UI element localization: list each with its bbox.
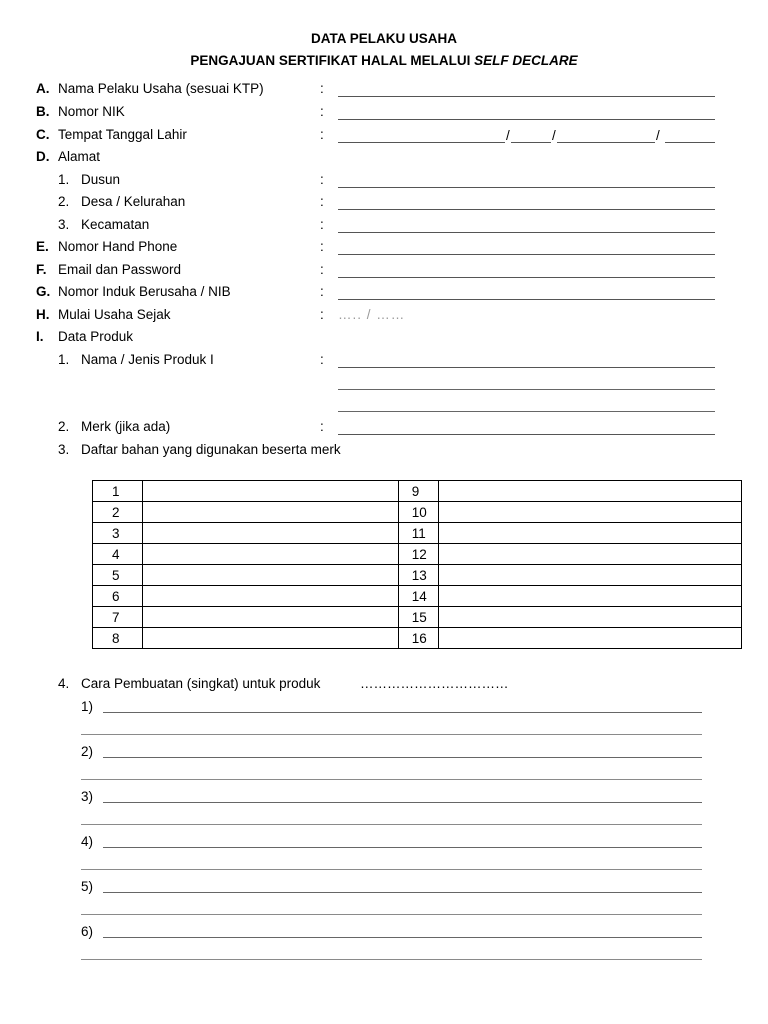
tempat-lahir-input[interactable]	[338, 142, 505, 143]
email-password-input[interactable]	[338, 277, 715, 278]
daftar-bahan-table	[92, 480, 742, 649]
table-row	[93, 481, 742, 502]
field-label: Tempat Tanggal Lahir	[58, 127, 187, 142]
field-letter: B.	[36, 104, 50, 119]
bahan-entry-cell[interactable]	[439, 523, 742, 544]
field-colon: :	[320, 239, 324, 254]
field-letter: I.	[36, 329, 44, 344]
nama-produk-input-line-2[interactable]	[338, 389, 715, 390]
bahan-entry-cell[interactable]	[439, 544, 742, 565]
field-colon: :	[320, 307, 324, 322]
step-input-line[interactable]	[81, 779, 702, 780]
dusun-input[interactable]	[338, 187, 715, 188]
field-data-produk	[0, 329, 768, 349]
step-input-line[interactable]	[81, 869, 702, 870]
cara-pembuatan-produk-dots[interactable]: ……………………………	[360, 676, 509, 691]
field-number: 1.	[58, 352, 70, 367]
field-number: 2.	[58, 194, 70, 209]
bahan-entry-cell[interactable]	[439, 565, 742, 586]
field-label: Mulai Usaha Sejak	[58, 307, 171, 322]
field-nomor-hand-phone	[0, 239, 768, 259]
field-email-password	[0, 262, 768, 282]
field-colon: :	[320, 172, 324, 187]
field-letter: E.	[36, 239, 49, 254]
document-title: DATA PELAKU USAHA	[311, 31, 457, 46]
field-letter: A.	[36, 81, 50, 96]
field-number: 3.	[58, 442, 70, 457]
step-input-line[interactable]	[103, 757, 702, 758]
field-number: 1.	[58, 172, 70, 187]
field-label: Daftar bahan yang digunakan beserta merk	[81, 442, 341, 457]
step-label: 6)	[81, 924, 94, 939]
subtitle-text: PENGAJUAN SERTIFIKAT HALAL MELALUI	[190, 53, 475, 68]
step-label: 3)	[81, 789, 94, 804]
field-label: Nama Pelaku Usaha (sesuai KTP)	[58, 81, 264, 96]
bahan-number: 6	[93, 586, 143, 607]
field-label: Alamat	[58, 149, 101, 164]
step-input-line[interactable]	[103, 847, 702, 848]
bahan-entry-cell[interactable]	[142, 586, 398, 607]
bahan-entry-cell[interactable]	[439, 586, 742, 607]
step-label: 4)	[81, 834, 94, 849]
date-separator: /	[552, 128, 556, 143]
bahan-entry-cell[interactable]	[439, 607, 742, 628]
bahan-number: 11	[398, 523, 439, 544]
step-input-line[interactable]	[81, 914, 702, 915]
field-nib	[0, 284, 768, 304]
field-kecamatan	[0, 217, 768, 237]
nama-produk-input[interactable]	[338, 367, 715, 368]
step-input-line[interactable]	[81, 734, 702, 735]
bahan-number: 14	[398, 586, 439, 607]
field-colon: :	[320, 194, 324, 209]
field-label: Nomor Hand Phone	[58, 239, 178, 254]
field-cara-pembuatan	[0, 676, 768, 696]
nib-input[interactable]	[338, 299, 715, 300]
field-colon: :	[320, 81, 324, 96]
field-daftar-bahan	[0, 442, 768, 462]
bahan-entry-cell[interactable]	[142, 481, 398, 502]
field-alamat	[0, 149, 768, 169]
field-nama-pelaku-usaha	[0, 81, 768, 101]
field-label: Data Produk	[58, 329, 134, 344]
bahan-entry-cell[interactable]	[439, 502, 742, 523]
field-label: Cara Pembuatan (singkat) untuk produk	[81, 676, 321, 691]
bahan-number: 8	[93, 628, 143, 649]
field-label: Email dan Password	[58, 262, 182, 277]
bahan-number: 12	[398, 544, 439, 565]
field-label: Merk (jika ada)	[81, 419, 171, 434]
table-row	[93, 523, 742, 544]
bahan-number: 15	[398, 607, 439, 628]
field-label: Dusun	[81, 172, 121, 187]
step-label: 1)	[81, 699, 94, 714]
table-row	[93, 565, 742, 586]
bahan-number: 3	[93, 523, 143, 544]
field-label: Kecamatan	[81, 217, 150, 232]
field-number: 2.	[58, 419, 70, 434]
bahan-entry-cell[interactable]	[439, 628, 742, 649]
step-input-line[interactable]	[81, 959, 702, 960]
bahan-number: 16	[398, 628, 439, 649]
step-input-line[interactable]	[103, 937, 702, 938]
field-colon: :	[320, 352, 324, 367]
field-colon: :	[320, 127, 324, 142]
kecamatan-input[interactable]	[338, 232, 715, 233]
merk-input[interactable]	[338, 434, 715, 435]
field-colon: :	[320, 419, 324, 434]
bahan-entry-cell[interactable]	[142, 544, 398, 565]
nama-pelaku-usaha-input[interactable]	[338, 96, 715, 97]
field-merk	[0, 419, 768, 439]
bahan-entry-cell[interactable]	[142, 502, 398, 523]
bahan-number: 7	[93, 607, 143, 628]
field-label: Desa / Kelurahan	[81, 194, 186, 209]
table-row	[93, 628, 742, 649]
nomor-nik-input[interactable]	[338, 119, 715, 120]
bahan-entry-cell[interactable]	[142, 523, 398, 544]
field-letter: D.	[36, 149, 50, 164]
bahan-entry-cell[interactable]	[439, 481, 742, 502]
subtitle-italic: SELF DECLARE	[474, 53, 578, 68]
nomor-hand-phone-input[interactable]	[338, 254, 715, 255]
bahan-number: 10	[398, 502, 439, 523]
mulai-usaha-input[interactable]: ….. / ……	[338, 307, 406, 322]
field-colon: :	[320, 262, 324, 277]
bahan-table-body	[93, 481, 742, 649]
field-letter: C.	[36, 127, 50, 142]
field-label: Nomor Induk Berusaha / NIB	[58, 284, 231, 299]
date-separator: /	[656, 128, 660, 143]
step-label: 5)	[81, 879, 94, 894]
field-colon: :	[320, 104, 324, 119]
field-mulai-usaha	[0, 307, 768, 327]
step-label: 2)	[81, 744, 94, 759]
field-number: 3.	[58, 217, 70, 232]
bahan-number: 4	[93, 544, 143, 565]
field-colon: :	[320, 217, 324, 232]
table-row	[93, 586, 742, 607]
desa-kelurahan-input[interactable]	[338, 209, 715, 210]
field-colon: :	[320, 284, 324, 299]
date-separator: /	[506, 128, 510, 143]
step-input-line[interactable]	[103, 802, 702, 803]
field-number: 4.	[58, 676, 70, 691]
field-label: Nomor NIK	[58, 104, 125, 119]
table-row	[93, 607, 742, 628]
bahan-entry-cell[interactable]	[142, 607, 398, 628]
bahan-number: 5	[93, 565, 143, 586]
bahan-number: 9	[398, 481, 439, 502]
bahan-number: 2	[93, 502, 143, 523]
tanggal-lahir-input[interactable]	[511, 142, 551, 143]
bahan-number: 13	[398, 565, 439, 586]
step-input-line[interactable]	[103, 712, 702, 713]
field-nama-jenis-produk	[0, 352, 768, 372]
table-row	[93, 502, 742, 523]
field-nomor-nik	[0, 104, 768, 124]
bahan-entry-cell[interactable]	[142, 628, 398, 649]
field-desa-kelurahan	[0, 194, 768, 214]
bahan-number: 1	[93, 481, 143, 502]
field-letter: F.	[36, 262, 47, 277]
step-input-line[interactable]	[81, 824, 702, 825]
field-letter: G.	[36, 284, 51, 299]
table-row	[93, 544, 742, 565]
field-dusun	[0, 172, 768, 192]
bahan-entry-cell[interactable]	[142, 565, 398, 586]
tahun-lahir-input[interactable]	[665, 142, 715, 143]
nama-produk-input-line-3[interactable]	[338, 411, 715, 412]
document-subtitle	[0, 53, 768, 68]
field-letter: H.	[36, 307, 50, 322]
step-input-line[interactable]	[103, 892, 702, 893]
field-label: Nama / Jenis Produk I	[81, 352, 214, 367]
bulan-lahir-input[interactable]	[557, 142, 655, 143]
field-tempat-tanggal-lahir	[0, 127, 768, 147]
